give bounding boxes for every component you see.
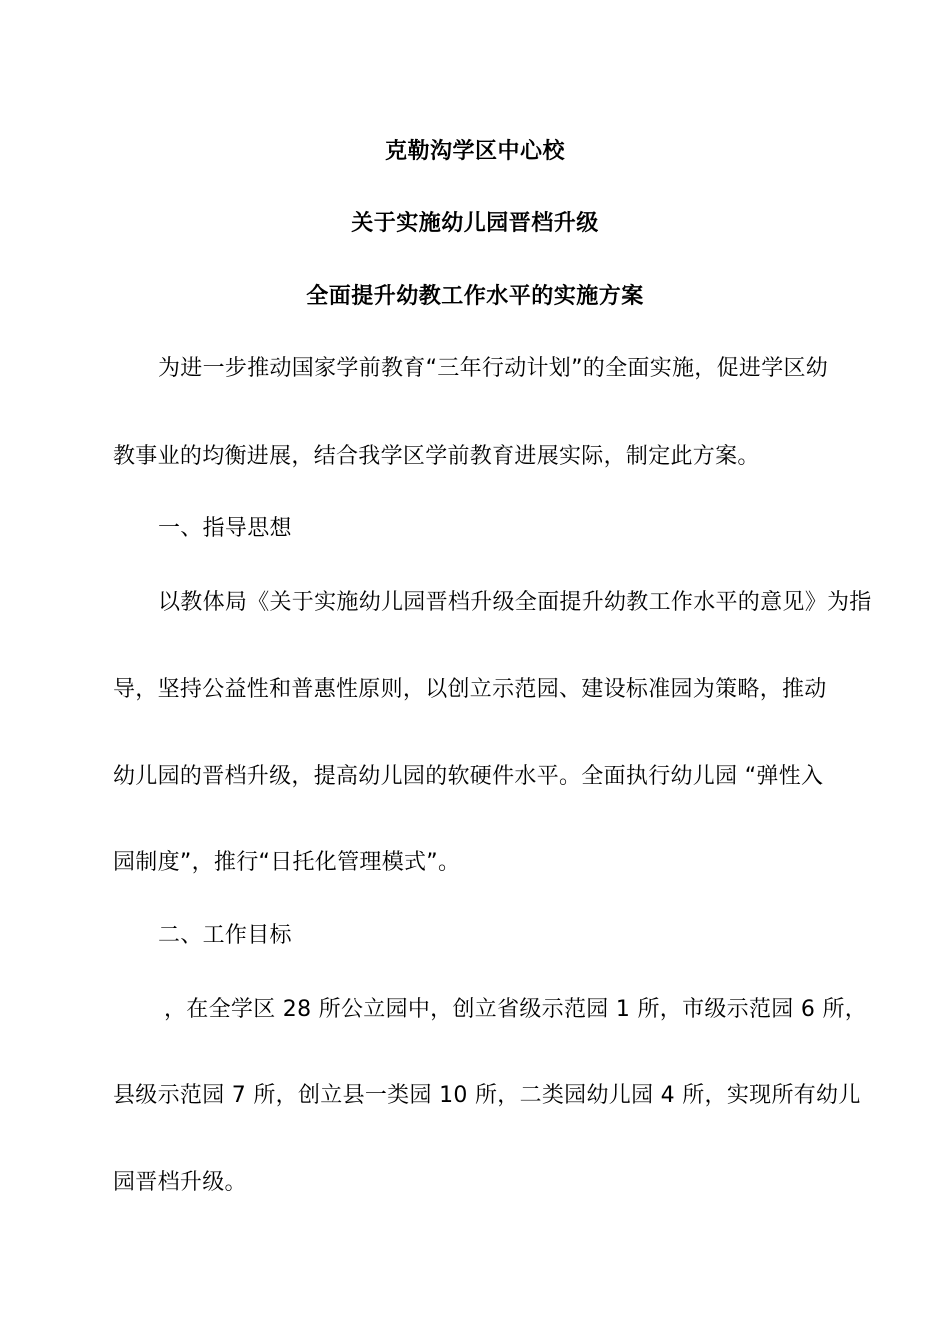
section2-line-2: 县级示范园 7 所，创立县一类园 10 所，二类园幼儿园 4 所，实现所有幼儿 xyxy=(113,1083,861,1108)
section2-line-1: ，在全学区 28 所公立园中，创立省级示范园 1 所，市级示范园 6 所， xyxy=(164,997,868,1022)
title-line-2: 关于实施幼儿园晋档升级 xyxy=(351,211,599,236)
section1-line-4: 园制度”，推行“日托化管理模式”。 xyxy=(113,850,461,875)
title-school: 克勒沟学区中心校 xyxy=(384,139,565,164)
section1-line-3: 幼儿园的晋档升级，提高幼儿园的软硬件水平。全面执行幼儿园 “弹性入 xyxy=(113,764,824,789)
section2-line-3: 园晋档升级。 xyxy=(113,1170,247,1195)
section2-heading: 二、工作目标 xyxy=(158,923,292,948)
section1-line-1: 以教体局《关于实施幼儿园晋档升级全面提升幼教工作水平的意见》为指 xyxy=(158,590,872,615)
intro-line-2: 教事业的均衡进展，结合我学区学前教育进展实际，制定此方案。 xyxy=(113,444,760,469)
section1-heading: 一、指导思想 xyxy=(158,516,292,541)
intro-line-1: 为进一步推动国家学前教育“三年行动计划”的全面实施，促进学区幼 xyxy=(158,356,829,381)
section1-line-2: 导，坚持公益性和普惠性原则，以创立示范园、建设标准园为策略，推动 xyxy=(113,677,827,702)
title-line-3: 全面提升幼教工作水平的实施方案 xyxy=(306,284,644,309)
